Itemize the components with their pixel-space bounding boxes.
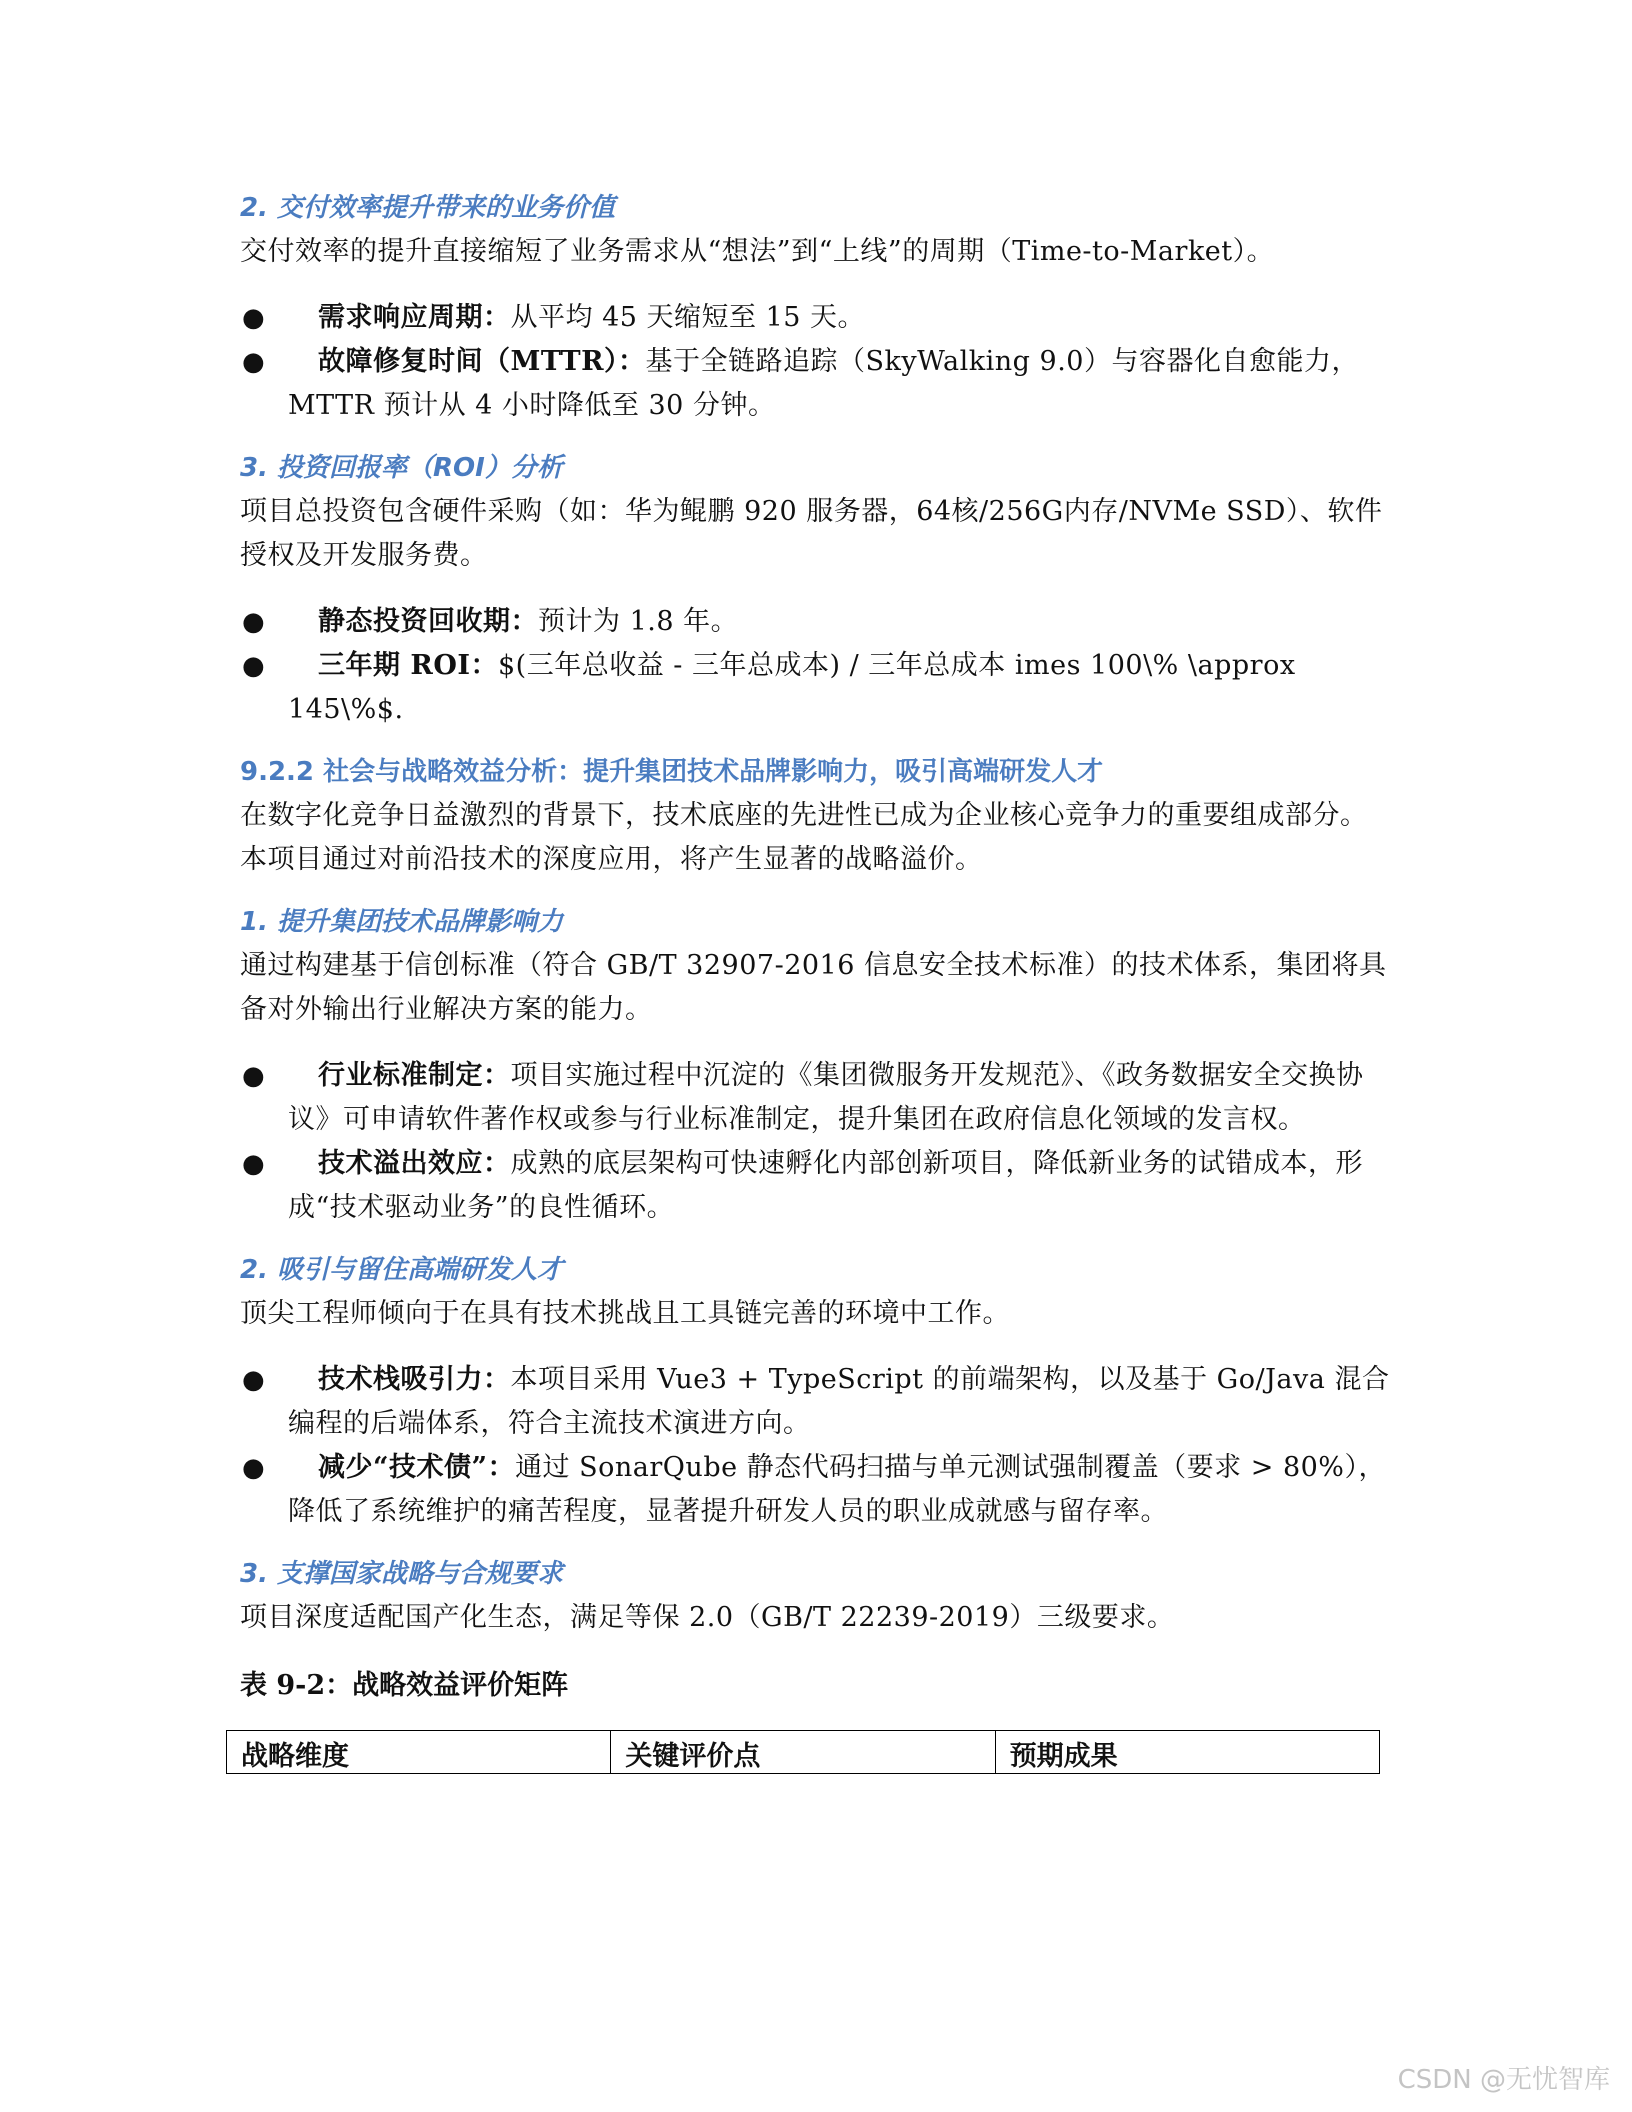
bullet-icon: ● bbox=[242, 303, 266, 333]
paragraph-brand-intro: 通过构建基于信创标准（符合 GB/T 32907-2016 信息安全技术标准）的技术体系，集团将具备对外输出行业解决方案的能力。 bbox=[240, 950, 1387, 1025]
bullet-text: $(三年总收益 - 三年总成本) / 三年总成本 imes 100\% \approx 145\%$. bbox=[288, 650, 1296, 725]
bullet-icon: ● bbox=[242, 1365, 266, 1395]
bullet-list-talent bbox=[240, 1358, 1390, 1534]
bullet-term: 故障修复时间（MTTR）： bbox=[318, 346, 646, 377]
list-item bbox=[240, 1054, 1390, 1142]
bullet-list-delivery bbox=[240, 296, 1390, 428]
list-item bbox=[240, 644, 1390, 732]
paragraph-compliance: 项目深度适配国产化生态，满足等保 2.0（GB/T 22239-2019）三级要求。 bbox=[240, 1602, 1175, 1633]
paragraph-roi-intro: 项目总投资包含硬件采购（如：华为鲲鹏 920 服务器，64核/256G内存/NVMe SSD）、软件授权及开发服务费。 bbox=[240, 496, 1383, 571]
strategic-benefit-matrix-table bbox=[226, 1730, 1380, 1774]
table-header-row bbox=[227, 1731, 1380, 1774]
bullet-text: 预计为 1.8 年。 bbox=[538, 606, 739, 637]
list-item bbox=[240, 340, 1390, 428]
section-heading-delivery-value: 2. 交付效率提升带来的业务价值 bbox=[240, 193, 616, 223]
list-item bbox=[240, 1142, 1390, 1230]
table-header-cell: 战略维度 bbox=[227, 1731, 611, 1774]
section-heading-talent: 2. 吸引与留住高端研发人才 bbox=[240, 1255, 564, 1285]
bullet-term: 行业标准制定： bbox=[318, 1060, 511, 1091]
document-body bbox=[240, 190, 1390, 1774]
list-item bbox=[240, 600, 1390, 644]
bullet-term: 技术栈吸引力： bbox=[318, 1364, 511, 1395]
bullet-icon: ● bbox=[242, 347, 266, 377]
bullet-icon: ● bbox=[242, 1149, 266, 1179]
bullet-term: 需求响应周期： bbox=[318, 302, 511, 333]
section-heading-national-strategy: 3. 支撑国家战略与合规要求 bbox=[240, 1559, 564, 1589]
list-item bbox=[240, 296, 1390, 340]
section-heading-strategic-benefits: 9.2.2 社会与战略效益分析：提升集团技术品牌影响力，吸引高端研发人才 bbox=[240, 757, 1104, 787]
bullet-text: 基于全链路追踪（SkyWalking 9.0）与容器化自愈能力，MTTR 预计从 4 小时降低至 30 分钟。 bbox=[288, 346, 1359, 421]
bullet-icon: ● bbox=[242, 1061, 266, 1091]
bullet-icon: ● bbox=[242, 607, 266, 637]
section-heading-brand-influence: 1. 提升集团技术品牌影响力 bbox=[240, 907, 564, 937]
bullet-list-roi bbox=[240, 600, 1390, 732]
paragraph-talent-intro: 顶尖工程师倾向于在具有技术挑战且工具链完善的环境中工作。 bbox=[240, 1298, 1010, 1329]
table-header-cell: 预期成果 bbox=[995, 1731, 1379, 1774]
bullet-term: 三年期 ROI： bbox=[318, 650, 498, 681]
table-header-cell: 关键评价点 bbox=[611, 1731, 995, 1774]
paragraph-strategic-intro: 在数字化竞争日益激烈的背景下，技术底座的先进性已成为企业核心竞争力的重要组成部分。本项目通过对前沿技术的深度应用，将产生显著的战略溢价。 bbox=[240, 800, 1368, 875]
bullet-term: 减少“技术债”： bbox=[318, 1452, 516, 1483]
bullet-text: 成熟的底层架构可快速孵化内部创新项目，降低新业务的试错成本，形成“技术驱动业务”的良性循环。 bbox=[288, 1148, 1363, 1223]
section-heading-roi: 3. 投资回报率（ROI）分析 bbox=[240, 453, 563, 483]
table-caption: 表 9-2：战略效益评价矩阵 bbox=[240, 1670, 569, 1701]
list-item bbox=[240, 1358, 1390, 1446]
bullet-term: 技术溢出效应： bbox=[318, 1148, 511, 1179]
watermark: CSDN @无忧智库 bbox=[1397, 2065, 1610, 2095]
bullet-text: 项目实施过程中沉淀的《集团微服务开发规范》、《政务数据安全交换协议》可申请软件著作权或参与行业标准制定，提升集团在政府信息化领域的发言权。 bbox=[288, 1060, 1364, 1135]
bullet-text: 通过 SonarQube 静态代码扫描与单元测试强制覆盖（要求 > 80%），降低了系统维护的痛苦程度，显著提升研发人员的职业成就感与留存率。 bbox=[288, 1452, 1386, 1527]
bullet-term: 静态投资回收期： bbox=[318, 606, 538, 637]
paragraph-delivery-intro: 交付效率的提升直接缩短了业务需求从“想法”到“上线”的周期（Time-to-Market）。 bbox=[240, 236, 1275, 267]
bullet-text: 本项目采用 Vue3 + TypeScript 的前端架构，以及基于 Go/Java 混合编程的后端体系，符合主流技术演进方向。 bbox=[288, 1364, 1390, 1439]
bullet-icon: ● bbox=[242, 651, 266, 681]
list-item bbox=[240, 1446, 1390, 1534]
bullet-list-brand bbox=[240, 1054, 1390, 1230]
bullet-text: 从平均 45 天缩短至 15 天。 bbox=[510, 302, 866, 333]
bullet-icon: ● bbox=[242, 1453, 266, 1483]
